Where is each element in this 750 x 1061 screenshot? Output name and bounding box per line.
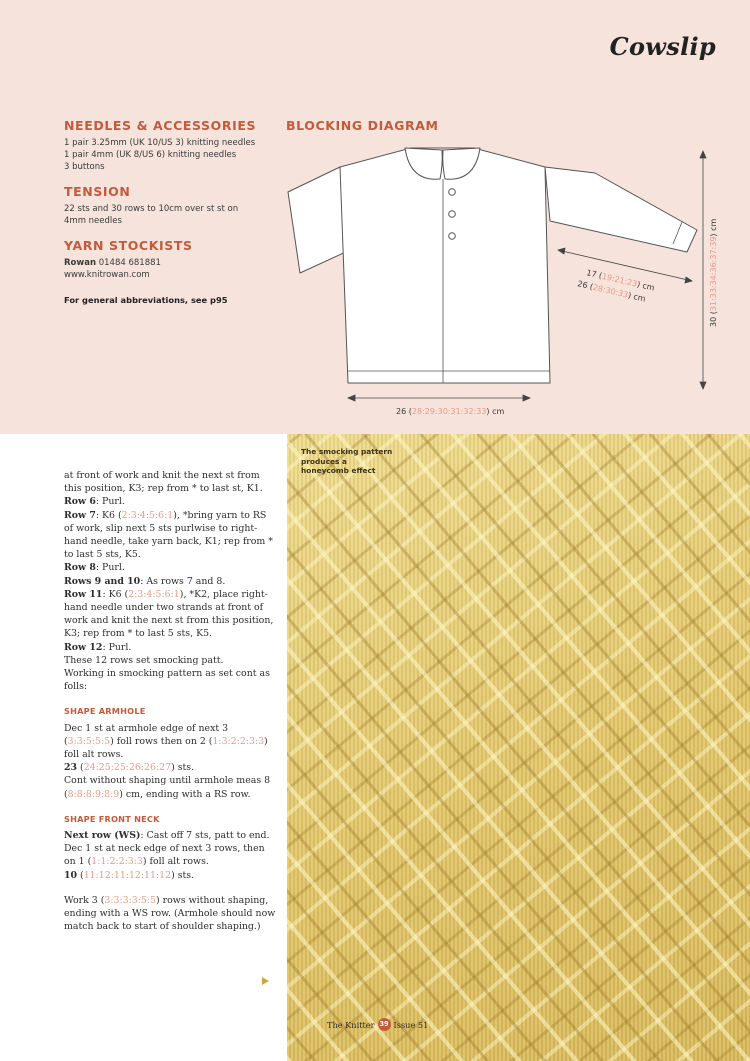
needles-heading: NEEDLES & ACCESSORIES (64, 118, 257, 133)
continue-arrow-icon (262, 977, 269, 985)
tension-line: 22 sts and 30 rows to 10cm over st st on (64, 204, 239, 214)
issue-number: Issue 51 (393, 1019, 429, 1030)
stockist-url[interactable]: www.knitrowan.com (64, 270, 150, 280)
shape-front-neck-heading: SHAPE FRONT NECK (64, 813, 160, 824)
row-12: Row 12: Purl. (64, 641, 132, 653)
next-row: Next row (WS): Cast off 7 sts, patt to end. (64, 830, 270, 842)
length-label: 30 (31:33:34:36:37:39) cm (709, 218, 718, 327)
abbreviations-note: For general abbreviations, see p95 (64, 295, 228, 305)
sleeve-arrow (562, 251, 688, 280)
row-8: Row 8: Purl. (64, 562, 125, 574)
button-icon (449, 233, 456, 240)
neck-decrease: Dec 1 st at neck edge of next 3 rows, then on 1 (1:1:2:2:3:3) foll alt rows. (64, 843, 265, 868)
stitch-count: 23 (24:25:25:26:26:27) sts. (64, 762, 195, 774)
needles-section (64, 118, 279, 173)
row-11: Row 11: K6 (2:3:4:5:6:1), *K2, place right-hand needle under two strands at front of work and knit the next st from this position, K3; rep from * to last 5 sts, K5. (64, 588, 274, 640)
page-number: 39 (378, 1018, 391, 1031)
row-6: Row 6: Purl. (64, 496, 125, 508)
tension-heading: TENSION (64, 184, 131, 199)
row-7: Row 7: K6 (2:3:4:5:6:1), *bring yarn to RS of work, slip next 5 sts purlwise to right-hand needle, take yarn back, K1; rep from * to last 5 sts, K5. (64, 509, 273, 561)
tension-line: 4mm needles (64, 216, 122, 226)
tension-section (64, 184, 279, 227)
stitch-count: 10 (11:12:11:12:11:12) sts. (64, 869, 195, 881)
armhole-instruction: Dec 1 st at armhole edge of next 3 (3:3:5:5:5) foll rows then on 2 (1:3:2:2:3:3) foll alt rows. (64, 722, 268, 761)
magazine-name: The Knitter (327, 1019, 375, 1030)
needles-line: 1 pair 4mm (UK 8/US 6) knitting needles (64, 150, 237, 160)
button-icon (449, 211, 456, 218)
work-rows: Work 3 (3:3:3:3:5:5) rows without shaping, ending with a WS row. (Armhole should now match back to start of shoulder shaping.) (64, 894, 276, 933)
pattern-instructions (64, 469, 276, 934)
blocking-diagram (280, 135, 730, 425)
armhole-continue: Cont without shaping until armhole meas 8 (8:8:8:9:8:9) cm, ending with a RS row. (64, 775, 271, 800)
page-footer (327, 1018, 428, 1031)
diagram-heading: BLOCKING DIAGRAM (286, 118, 439, 133)
right-sleeve-outline (545, 167, 697, 252)
stockists-heading: YARN STOCKISTS (64, 238, 193, 253)
needles-line: 1 pair 3.25mm (UK 10/US 3) knitting needles (64, 138, 256, 148)
button-icon (449, 189, 456, 196)
smocking-swatch-photo (287, 434, 750, 1061)
stockist-phone: 01484 681881 (96, 258, 161, 268)
needles-line: 3 buttons (64, 162, 105, 172)
sleeve-label: 17 (19:21:23) cm (585, 268, 656, 293)
stockists-section (64, 238, 279, 281)
photo-caption: The smocking pattern produces a honeycomb effect (301, 447, 393, 475)
pattern-text: Working in smocking pattern as set cont as folls: (64, 668, 270, 693)
width-label: 26 (28:29:30:31:32:33) cm (396, 407, 505, 416)
shape-armhole-heading: SHAPE ARMHOLE (64, 706, 146, 717)
materials-column (64, 118, 279, 305)
pattern-text: These 12 rows set smocking patt. (64, 654, 224, 666)
armhole-label: 26 (28:30:33) cm (576, 279, 647, 304)
page-title: Cowslip (609, 32, 716, 61)
rows-9-10: Rows 9 and 10: As rows 7 and 8. (64, 575, 226, 587)
body-outline (340, 148, 550, 383)
stockist-contact (64, 257, 279, 269)
pattern-text: at front of work and knit the next st from this position, K3; rep from * to last st, K1. (64, 470, 263, 495)
stockist-name: Rowan (64, 258, 97, 268)
